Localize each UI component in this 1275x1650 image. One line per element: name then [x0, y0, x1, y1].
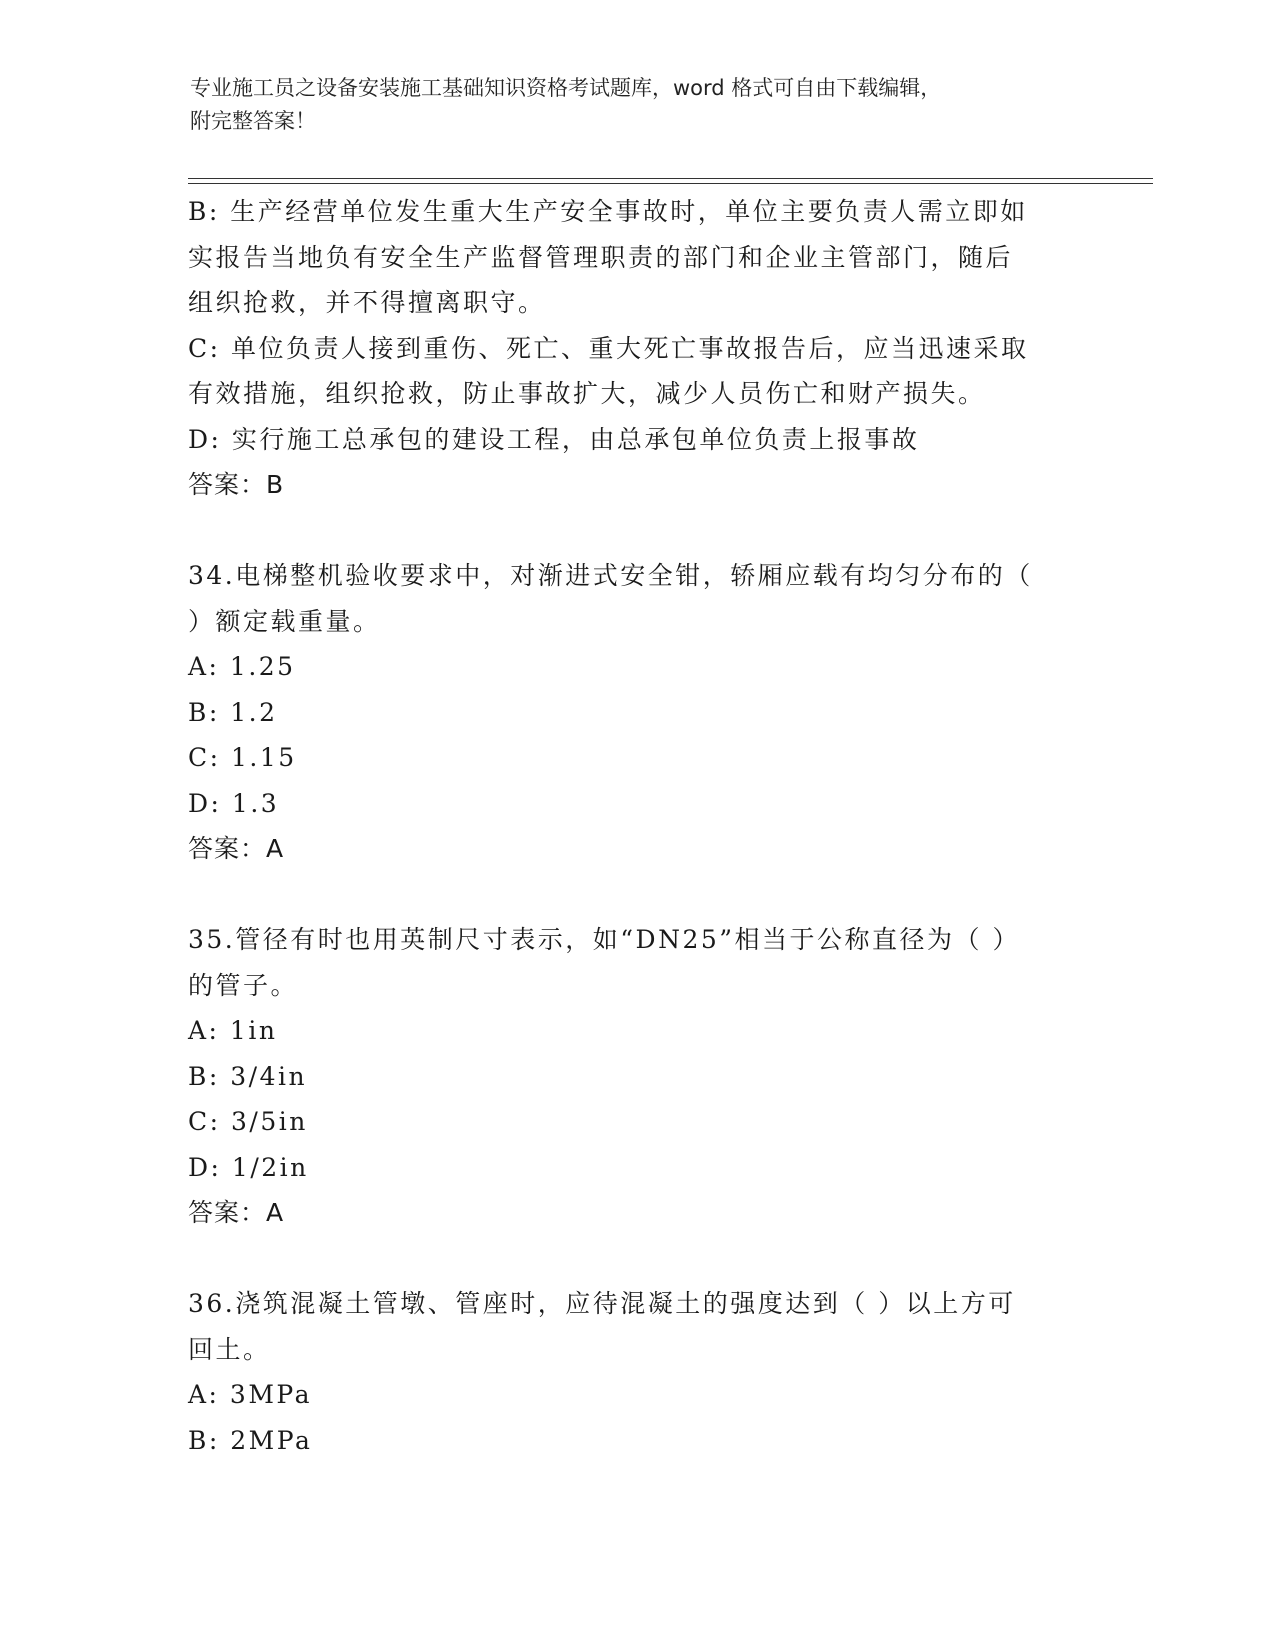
q36-option-a: A: 3MPa [188, 1380, 313, 1409]
q36-stem-line-2: 回土。 [188, 1334, 271, 1364]
prev-option-c-line-1: C: 单位负责人接到重伤、死亡、重大死亡事故报告后，应当迅速采取 [188, 333, 1029, 363]
q34-option-c: C: 1.15 [188, 743, 297, 772]
q35-option-c: C: 3/5in [188, 1107, 308, 1136]
q34-option-a: A: 1.25 [188, 652, 296, 681]
header-line-2: 附完整答案！ [190, 109, 316, 133]
spacer [188, 508, 1088, 554]
q34-stem-line-1: 34.电梯整机验收要求中，对渐进式安全钳，轿厢应载有均匀分布的（ [188, 561, 1033, 590]
q36-option-b: B: 2MPa [188, 1425, 313, 1455]
q35-answer: 答案：A [188, 1198, 285, 1227]
prev-option-d: D: 实行施工总承包的建设工程，由总承包单位负责上报事故 [188, 424, 920, 454]
q35-option-a: A: 1in [188, 1016, 278, 1045]
prev-option-c-line-2: 有效措施，组织抢救，防止事故扩大，减少人员伤亡和财产损失。 [188, 379, 986, 408]
q34-stem-line-2: ）额定载重量。 [188, 606, 381, 636]
spacer [188, 872, 1088, 918]
prev-question [188, 189, 1088, 508]
prev-answer: 答案：B [188, 470, 285, 499]
prev-option-b-line-3: 组织抢救，并不得擅离职守。 [188, 288, 546, 317]
document-header [190, 72, 1070, 138]
prev-option-b-line-2: 实报告当地负有安全生产监督管理职责的部门和企业主管部门，随后 [188, 242, 1014, 272]
q34-answer: 答案：A [188, 834, 285, 863]
q36-stem-line-1: 36.浇筑混凝土管墩、管座时，应待混凝土的强度达到（ ）以上方可 [188, 1289, 1016, 1318]
question-content [188, 189, 1088, 1463]
header-line-1: 专业施工员之设备安装施工基础知识资格考试题库，word 格式可自由下载编辑， [190, 76, 942, 100]
q35-stem-line-2: 的管子。 [188, 970, 299, 1000]
q34-option-d: D: 1.3 [188, 788, 280, 818]
q35-option-b: B: 3/4in [188, 1061, 308, 1091]
prev-option-b-line-1: B: 生产经营单位发生重大生产安全事故时，单位主要负责人需立即如 [188, 197, 1028, 226]
header-divider-top [188, 178, 1153, 179]
question-34 [188, 553, 1088, 872]
question-36 [188, 1281, 1088, 1463]
header-divider-bottom [188, 183, 1153, 184]
q34-option-b: B: 1.2 [188, 697, 278, 727]
question-35 [188, 917, 1088, 1236]
q35-option-d: D: 1/2in [188, 1152, 309, 1182]
q35-stem-line-1: 35.管径有时也用英制尺寸表示，如“DN25”相当于公称直径为（ ） [188, 925, 1020, 954]
spacer [188, 1236, 1088, 1282]
